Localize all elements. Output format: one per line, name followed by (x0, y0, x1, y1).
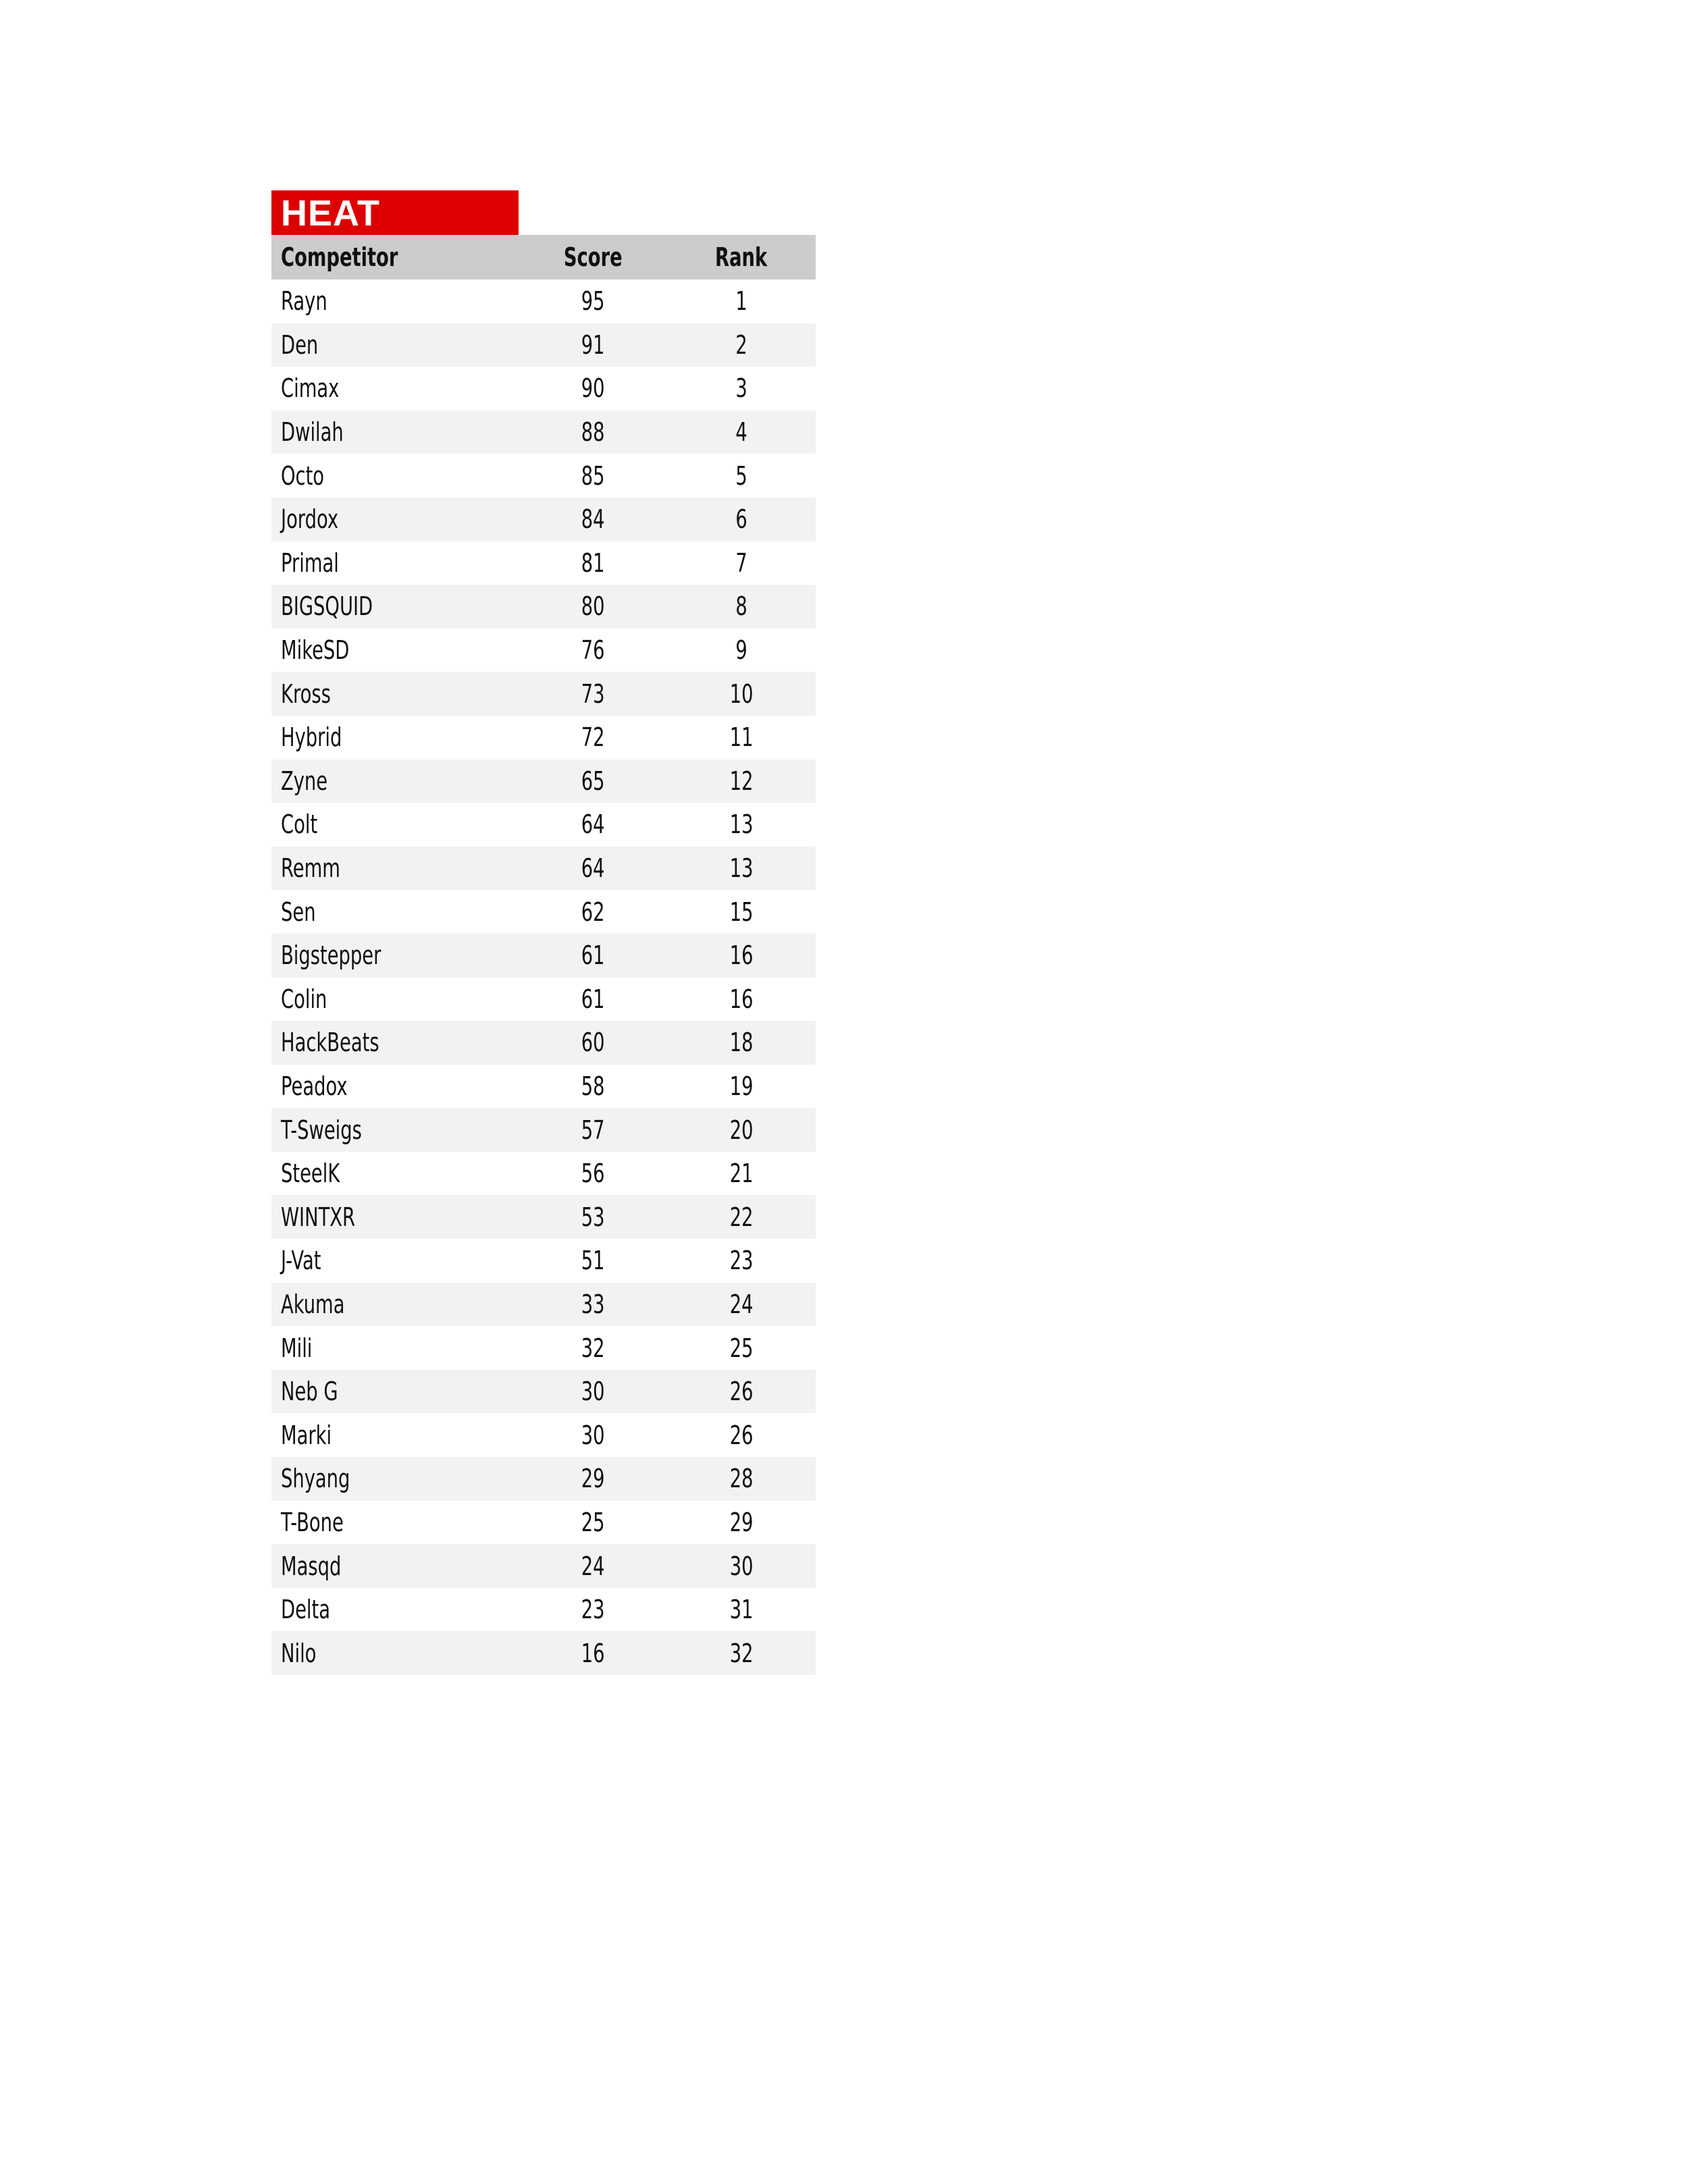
rank-cell: 1 (735, 286, 747, 317)
competitor-cell: Colin (281, 984, 327, 1014)
table-row (271, 1413, 816, 1457)
table-row (271, 803, 816, 847)
table-row (271, 672, 816, 716)
table-row (271, 1239, 816, 1283)
competitor-cell: T-Bone (281, 1507, 344, 1537)
table-row (271, 1588, 816, 1632)
table-row (271, 1065, 816, 1109)
header-rank: Rank (715, 242, 768, 272)
rank-cell: 26 (729, 1420, 754, 1450)
rank-cell: 13 (729, 809, 754, 840)
table-row (271, 323, 816, 367)
results-table (271, 235, 816, 1675)
competitor-cell: WINTXR (281, 1202, 356, 1232)
rank-cell: 16 (729, 984, 754, 1014)
competitor-cell: MikeSD (281, 635, 350, 666)
rank-cell: 24 (729, 1289, 754, 1319)
score-cell: 30 (581, 1377, 605, 1407)
score-cell: 51 (581, 1246, 605, 1276)
rank-cell: 10 (729, 678, 754, 709)
score-cell: 65 (581, 766, 605, 796)
competitor-cell: Den (281, 329, 319, 360)
score-cell: 32 (581, 1333, 605, 1363)
competitor-cell: Jordox (281, 504, 339, 535)
table-body (271, 279, 816, 1675)
table-row (271, 629, 816, 672)
competitor-cell: Bigstepper (281, 940, 381, 971)
score-cell: 64 (581, 809, 605, 840)
score-cell: 72 (581, 722, 605, 753)
rank-cell: 2 (735, 329, 747, 360)
table-row (271, 847, 816, 890)
table-row (271, 1152, 816, 1196)
score-cell: 90 (581, 373, 605, 404)
competitor-cell: Delta (281, 1595, 331, 1625)
competitor-cell: Hybrid (281, 722, 342, 753)
rank-cell: 32 (729, 1638, 754, 1668)
table-row (271, 1370, 816, 1414)
score-cell: 16 (581, 1638, 605, 1668)
rank-cell: 22 (729, 1202, 754, 1232)
score-cell: 61 (581, 940, 605, 971)
table-row (271, 410, 816, 454)
score-cell: 23 (581, 1595, 605, 1625)
table-row (271, 1544, 816, 1588)
rank-cell: 18 (729, 1028, 754, 1058)
score-cell: 81 (581, 548, 605, 578)
rank-cell: 12 (729, 766, 754, 796)
table-row (271, 541, 816, 585)
rank-cell: 11 (729, 722, 754, 753)
score-cell: 91 (581, 329, 605, 360)
competitor-cell: J-Vat (281, 1246, 321, 1276)
table-row (271, 760, 816, 803)
rank-cell: 21 (729, 1158, 754, 1189)
header-score: Score (563, 242, 623, 272)
table-row (271, 1326, 816, 1370)
table-row (271, 1021, 816, 1065)
rank-cell: 19 (729, 1071, 754, 1101)
score-cell: 88 (581, 417, 605, 448)
score-cell: 30 (581, 1420, 605, 1450)
score-cell: 73 (581, 678, 605, 709)
rank-cell: 26 (729, 1377, 754, 1407)
rank-cell: 8 (735, 591, 747, 622)
competitor-cell: Masqd (281, 1551, 342, 1581)
score-cell: 62 (581, 897, 605, 927)
competitor-cell: Sen (281, 897, 316, 927)
score-cell: 85 (581, 460, 605, 491)
table-row (271, 1108, 816, 1152)
score-cell: 53 (581, 1202, 605, 1232)
competitor-cell: Octo (281, 460, 325, 491)
rank-cell: 30 (729, 1551, 754, 1581)
score-cell: 24 (581, 1551, 605, 1581)
competitor-cell: Kross (281, 678, 331, 709)
rank-cell: 25 (729, 1333, 754, 1363)
rank-cell: 4 (735, 417, 747, 448)
rank-cell: 3 (735, 373, 747, 404)
rank-cell: 9 (735, 635, 747, 666)
competitor-cell: Primal (281, 548, 339, 578)
rank-cell: 5 (735, 460, 747, 491)
rank-cell: 29 (729, 1507, 754, 1537)
table-row (271, 890, 816, 934)
competitor-cell: Rayn (281, 286, 327, 317)
rank-cell: 20 (729, 1115, 754, 1145)
competitor-cell: T-Sweigs (281, 1115, 362, 1145)
competitor-cell: Peadox (281, 1071, 348, 1101)
heat-banner: HEAT (271, 190, 519, 235)
table-row (271, 367, 816, 410)
table-row (271, 279, 816, 323)
competitor-cell: Marki (281, 1420, 332, 1450)
rank-cell: 23 (729, 1246, 754, 1276)
score-cell: 25 (581, 1507, 605, 1537)
competitor-cell: Colt (281, 809, 318, 840)
score-cell: 60 (581, 1028, 605, 1058)
table-row (271, 1283, 816, 1327)
competitor-cell: Remm (281, 853, 340, 884)
score-cell: 95 (581, 286, 605, 317)
score-cell: 33 (581, 1289, 605, 1319)
table-row (271, 498, 816, 541)
score-cell: 61 (581, 984, 605, 1014)
competitor-cell: SteelK (281, 1158, 340, 1189)
rank-cell: 28 (729, 1464, 754, 1494)
competitor-cell: Cimax (281, 373, 340, 404)
competitor-cell: Neb G (281, 1377, 338, 1407)
results-sheet (271, 190, 816, 1675)
rank-cell: 31 (729, 1595, 754, 1625)
score-cell: 29 (581, 1464, 605, 1494)
table-header-row (271, 235, 816, 279)
competitor-cell: Zyne (281, 766, 328, 796)
table-row (271, 716, 816, 760)
table-row (271, 978, 816, 1021)
competitor-cell: BIGSQUID (281, 591, 373, 622)
score-cell: 64 (581, 853, 605, 884)
rank-cell: 13 (729, 853, 754, 884)
score-cell: 76 (581, 635, 605, 666)
competitor-cell: Akuma (281, 1289, 345, 1319)
table-row (271, 1195, 816, 1239)
score-cell: 84 (581, 504, 605, 535)
table-row (271, 934, 816, 978)
table-row (271, 1457, 816, 1501)
header-competitor: Competitor (281, 242, 398, 272)
score-cell: 57 (581, 1115, 605, 1145)
table-row (271, 585, 816, 629)
competitor-cell: HackBeats (281, 1028, 379, 1058)
score-cell: 80 (581, 591, 605, 622)
competitor-cell: Mili (281, 1333, 313, 1363)
table-row (271, 1501, 816, 1545)
rank-cell: 15 (729, 897, 754, 927)
score-cell: 58 (581, 1071, 605, 1101)
score-cell: 56 (581, 1158, 605, 1189)
competitor-cell: Shyang (281, 1464, 350, 1494)
competitor-cell: Dwilah (281, 417, 344, 448)
rank-cell: 7 (735, 548, 747, 578)
table-row (271, 1631, 816, 1675)
rank-cell: 6 (735, 504, 747, 535)
competitor-cell: Nilo (281, 1638, 317, 1668)
rank-cell: 16 (729, 940, 754, 971)
table-row (271, 454, 816, 498)
